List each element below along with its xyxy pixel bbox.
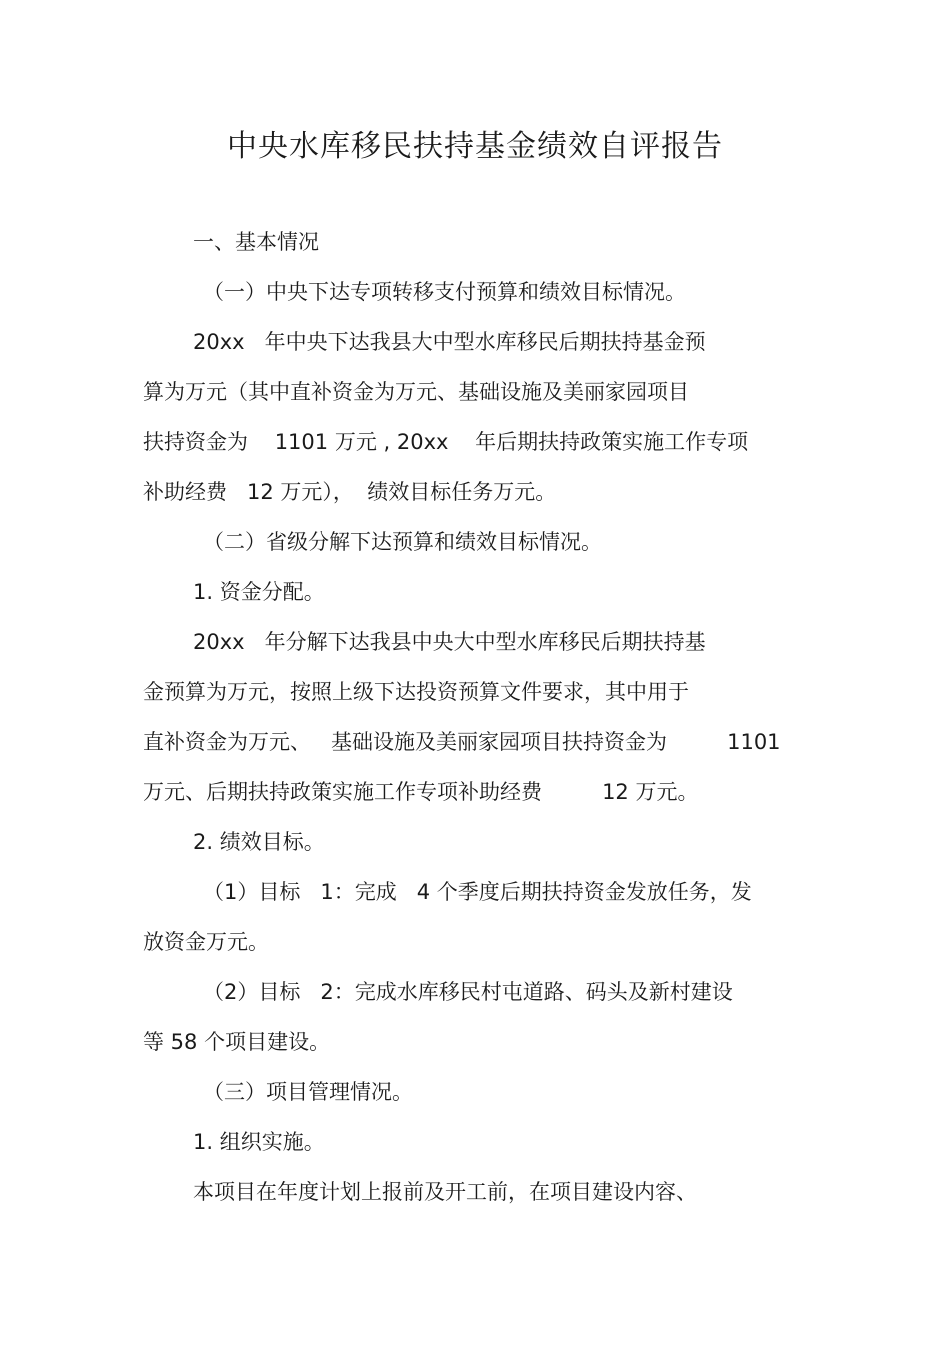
- paragraph-line: 万元、后期扶持政策实施工作专项补助经费 12 万元。: [143, 780, 699, 804]
- goal-line: 放资金万元。: [143, 930, 269, 954]
- subsection-heading-1: （一）中央下达专项转移支付预算和绩效目标情况。: [203, 280, 686, 304]
- item-heading-fund-allocation: 1. 资金分配。: [193, 580, 325, 604]
- paragraph-line: 20xx 年分解下达我县中央大中型水库移民后期扶持基: [193, 630, 706, 654]
- goal-line: （1）目标 1：完成 4 个季度后期扶持资金发放任务，发: [203, 880, 752, 904]
- paragraph-line: 20xx 年中央下达我县大中型水库移民后期扶持基金预: [193, 330, 706, 354]
- paragraph-line: 直补资金为万元、 基础设施及美丽家园项目扶持资金为 1101: [143, 730, 781, 754]
- item-heading-implementation: 1. 组织实施。: [193, 1130, 325, 1154]
- goal-line: （2）目标 2：完成水库移民村屯道路、码头及新村建设: [203, 980, 733, 1004]
- subsection-heading-3: （三）项目管理情况。: [203, 1080, 413, 1104]
- goal-line: 等 58 个项目建设。: [143, 1030, 331, 1054]
- paragraph-line: 金预算为万元，按照上级下达投资预算文件要求，其中用于: [143, 680, 689, 704]
- subsection-heading-2: （二）省级分解下达预算和绩效目标情况。: [203, 530, 602, 554]
- section-heading-basic-info: 一、基本情况: [193, 230, 319, 254]
- paragraph-line: 扶持资金为 1101 万元 , 20xx 年后期扶持政策实施工作专项: [143, 430, 749, 454]
- paragraph-line: 算为万元（其中直补资金为万元、基础设施及美丽家园项目: [143, 380, 689, 404]
- paragraph-line: 补助经费 12 万元）， 绩效目标任务万元。: [143, 480, 557, 504]
- item-heading-performance-goals: 2. 绩效目标。: [193, 830, 325, 854]
- document-title: 中央水库移民扶持基金绩效自评报告: [227, 129, 723, 164]
- paragraph-line: 本项目在年度计划上报前及开工前，在项目建设内容、: [193, 1180, 697, 1204]
